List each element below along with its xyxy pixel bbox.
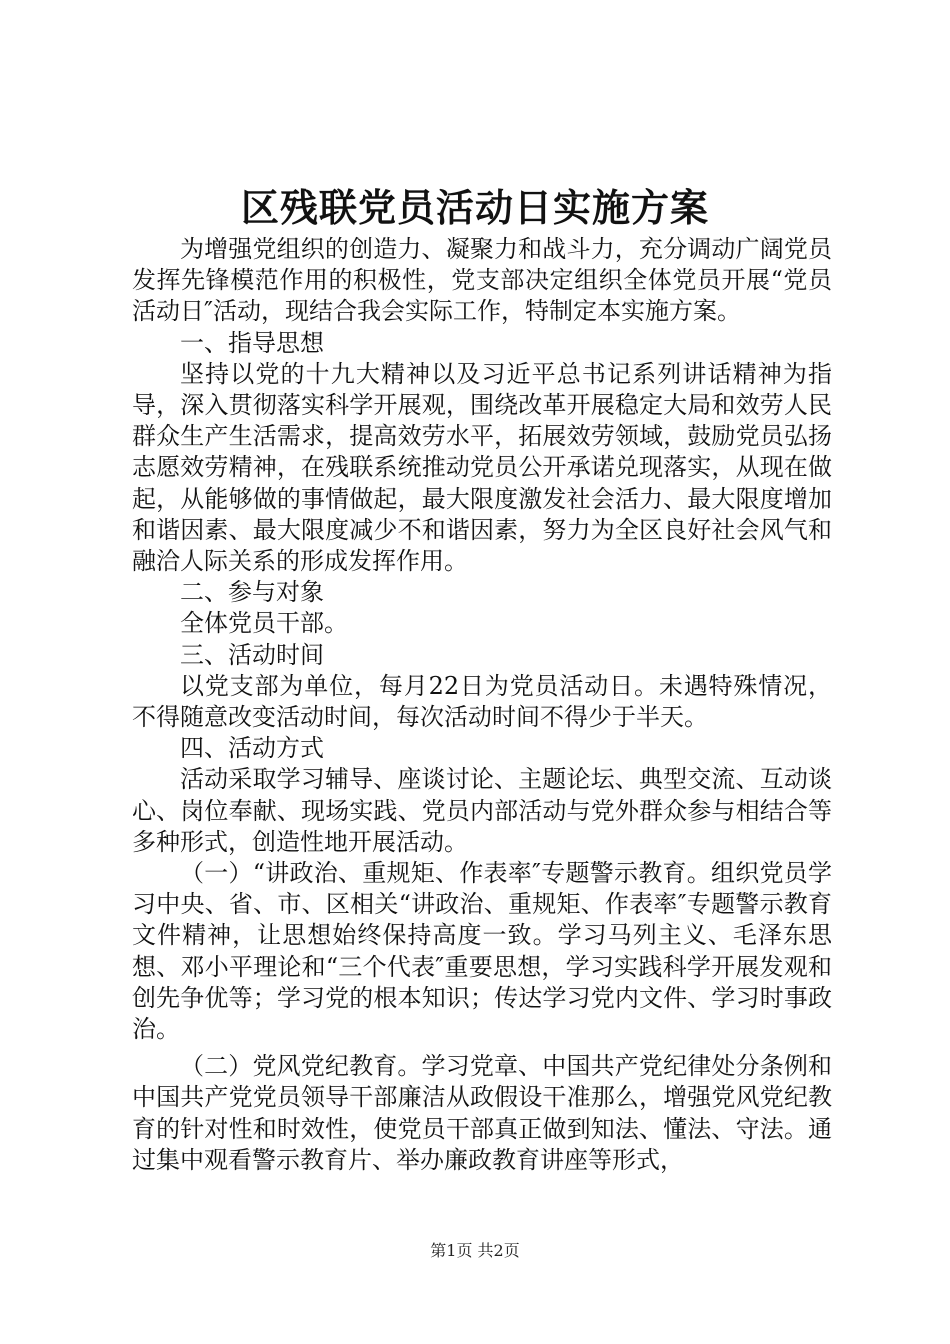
intro-paragraph: 为增强党组织的创造力、凝聚力和战斗力，充分调动广阔党员发挥先锋模范作用的积极性，党支部决定组织全体党员开展“党员活动日″活动，现结合我会实际工作，特制定本实施方案。 — [132, 235, 832, 326]
subsection-party-discipline-paragraph: （二）党风党纪教育。学习党章、中国共产党纪律处分条例和中国共产党党员领导干部廉洁从政假设干准那么，增强党风党纪教育的针对性和时效性，使党员干部真正做到知法、懂法、守法。通过集中观看警示教育片、举办廉政教育讲座等形式， — [132, 1052, 832, 1174]
section-heading-activity-methods: 四、活动方式 — [180, 734, 324, 763]
guiding-ideology-paragraph: 坚持以党的十九大精神以及习近平总书记系列讲话精神为指导，深入贯彻落实科学开展观，围绕改革开展稳定大局和效劳人民群众生产生活需求，提高效劳水平，拓展效劳领域，鼓励党员弘扬志愿效劳精神，在残联系统推动党员公开承诺兑现落实，从现在做起，从能够做的事情做起，最大限度激发社会活力、最大限度增加和谐因素、最大限度减少不和谐因素，努力为全区良好社会风气和融洽人际关系的形成发挥作用。 — [132, 359, 832, 576]
section-heading-activity-time: 三、活动时间 — [180, 640, 324, 669]
activity-methods-paragraph: 活动采取学习辅导、座谈讨论、主题论坛、典型交流、互动谈心、岗位奉献、现场实践、党员内部活动与党外群众参与相结合等多种形式，创造性地开展活动。 — [132, 765, 832, 856]
section-heading-guiding-ideology: 一、指导思想 — [180, 328, 324, 357]
section-heading-participants: 二、参与对象 — [180, 578, 324, 607]
subsection-warning-education-paragraph: （一）“讲政治、重规矩、作表率″专题警示教育。组织党员学习中央、省、市、区相关“讲政治、重规矩、作表率″专题警示教育文件精神，让思想始终保持高度一致。学习马列主义、毛泽东思想、邓小平理论和“三个代表″重要思想，学习实践科学开展发观和创先争优等；学习党的根本知识；传达学习党内文件、学习时事政治。 — [132, 859, 832, 1044]
activity-time-paragraph: 以党支部为单位，每月22日为党员活动日。未遇特殊情况，不得随意改变活动时间，每次活动时间不得少于半天。 — [132, 671, 832, 732]
document-body — [132, 234, 832, 1176]
participants-paragraph: 全体党员干部。 — [180, 609, 348, 638]
document-title: 区残联党员活动日实施方案 — [240, 185, 709, 230]
page-footer: 第1页 共2页 — [430, 1241, 520, 1260]
